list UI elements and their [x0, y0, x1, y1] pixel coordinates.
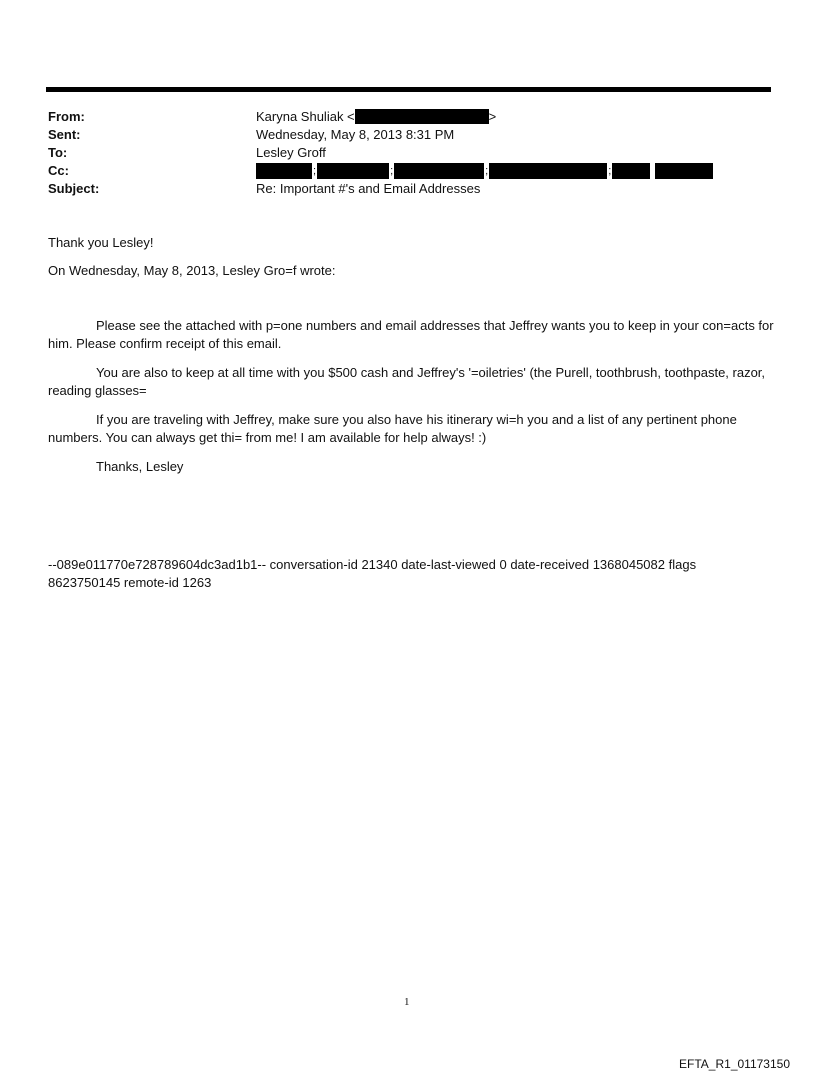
redaction-box: [355, 109, 489, 124]
header-divider-rule: [46, 87, 771, 92]
cc-label: Cc:: [48, 163, 69, 178]
quoted-paragraph-2: You are also to keep at all time with you $500 cash and Jeffrey's '=oiletries' (the Purell, toothbrush, toothpaste, razor, reading glasses=: [48, 365, 766, 398]
quoted-paragraph-1: Please see the attached with p=one numbers and email addresses that Jeffrey wants you to keep in your con=acts for him. Please confirm receipt of this email.: [48, 318, 774, 351]
redaction-box: [256, 163, 312, 179]
redaction-box: [489, 163, 607, 179]
from-bracket-close: >: [488, 109, 497, 124]
sent-value: Wednesday, May 8, 2013 8:31 PM: [256, 127, 455, 142]
subject-row: [48, 180, 768, 198]
to-value: Lesley Groff: [256, 145, 326, 160]
redaction-box: [655, 163, 713, 179]
redaction-box: [317, 163, 389, 179]
cc-separator: ;: [313, 165, 317, 177]
subject-label: Subject:: [48, 181, 100, 196]
to-label: To:: [48, 145, 68, 160]
cc-separator: ;: [608, 165, 612, 177]
greeting-text: Thank you Lesley!: [48, 235, 154, 250]
redaction-box: [394, 163, 484, 179]
cc-values: [256, 163, 713, 179]
message-metadata-line: --089e011770e728789604dc3ad1b1-- conversation-id 21340 date-last-viewed 0 date-received 1368045082 flags 8623750145 remote-id 1263: [48, 557, 697, 590]
cc-separator: ;: [390, 165, 394, 177]
email-body: [48, 234, 778, 476]
subject-value: Re: Important #'s and Email Addresses: [256, 181, 481, 196]
sent-row: [48, 126, 768, 144]
cc-separator: ;: [485, 165, 489, 177]
quoted-signoff: Thanks, Lesley: [96, 459, 184, 474]
cc-row: [48, 162, 768, 180]
from-row: [48, 108, 768, 126]
from-label: From:: [48, 109, 85, 124]
quoted-paragraph-3: If you are traveling with Jeffrey, make sure you also have his itinerary wi=h you and a list of any pertinent phone numbers. You can always get thi= from me! I am available for help always! :): [48, 412, 737, 445]
quote-intro-text: On Wednesday, May 8, 2013, Lesley Gro=f wrote:: [48, 263, 336, 278]
to-row: [48, 144, 768, 162]
redaction-box: [612, 163, 650, 179]
page-number: 1: [404, 996, 410, 1008]
bates-number: EFTA_R1_01173150: [679, 1057, 790, 1071]
from-value: [256, 108, 496, 126]
sent-label: Sent:: [48, 127, 81, 142]
email-header: [48, 108, 768, 198]
from-name: Karyna Shuliak <: [256, 109, 355, 124]
